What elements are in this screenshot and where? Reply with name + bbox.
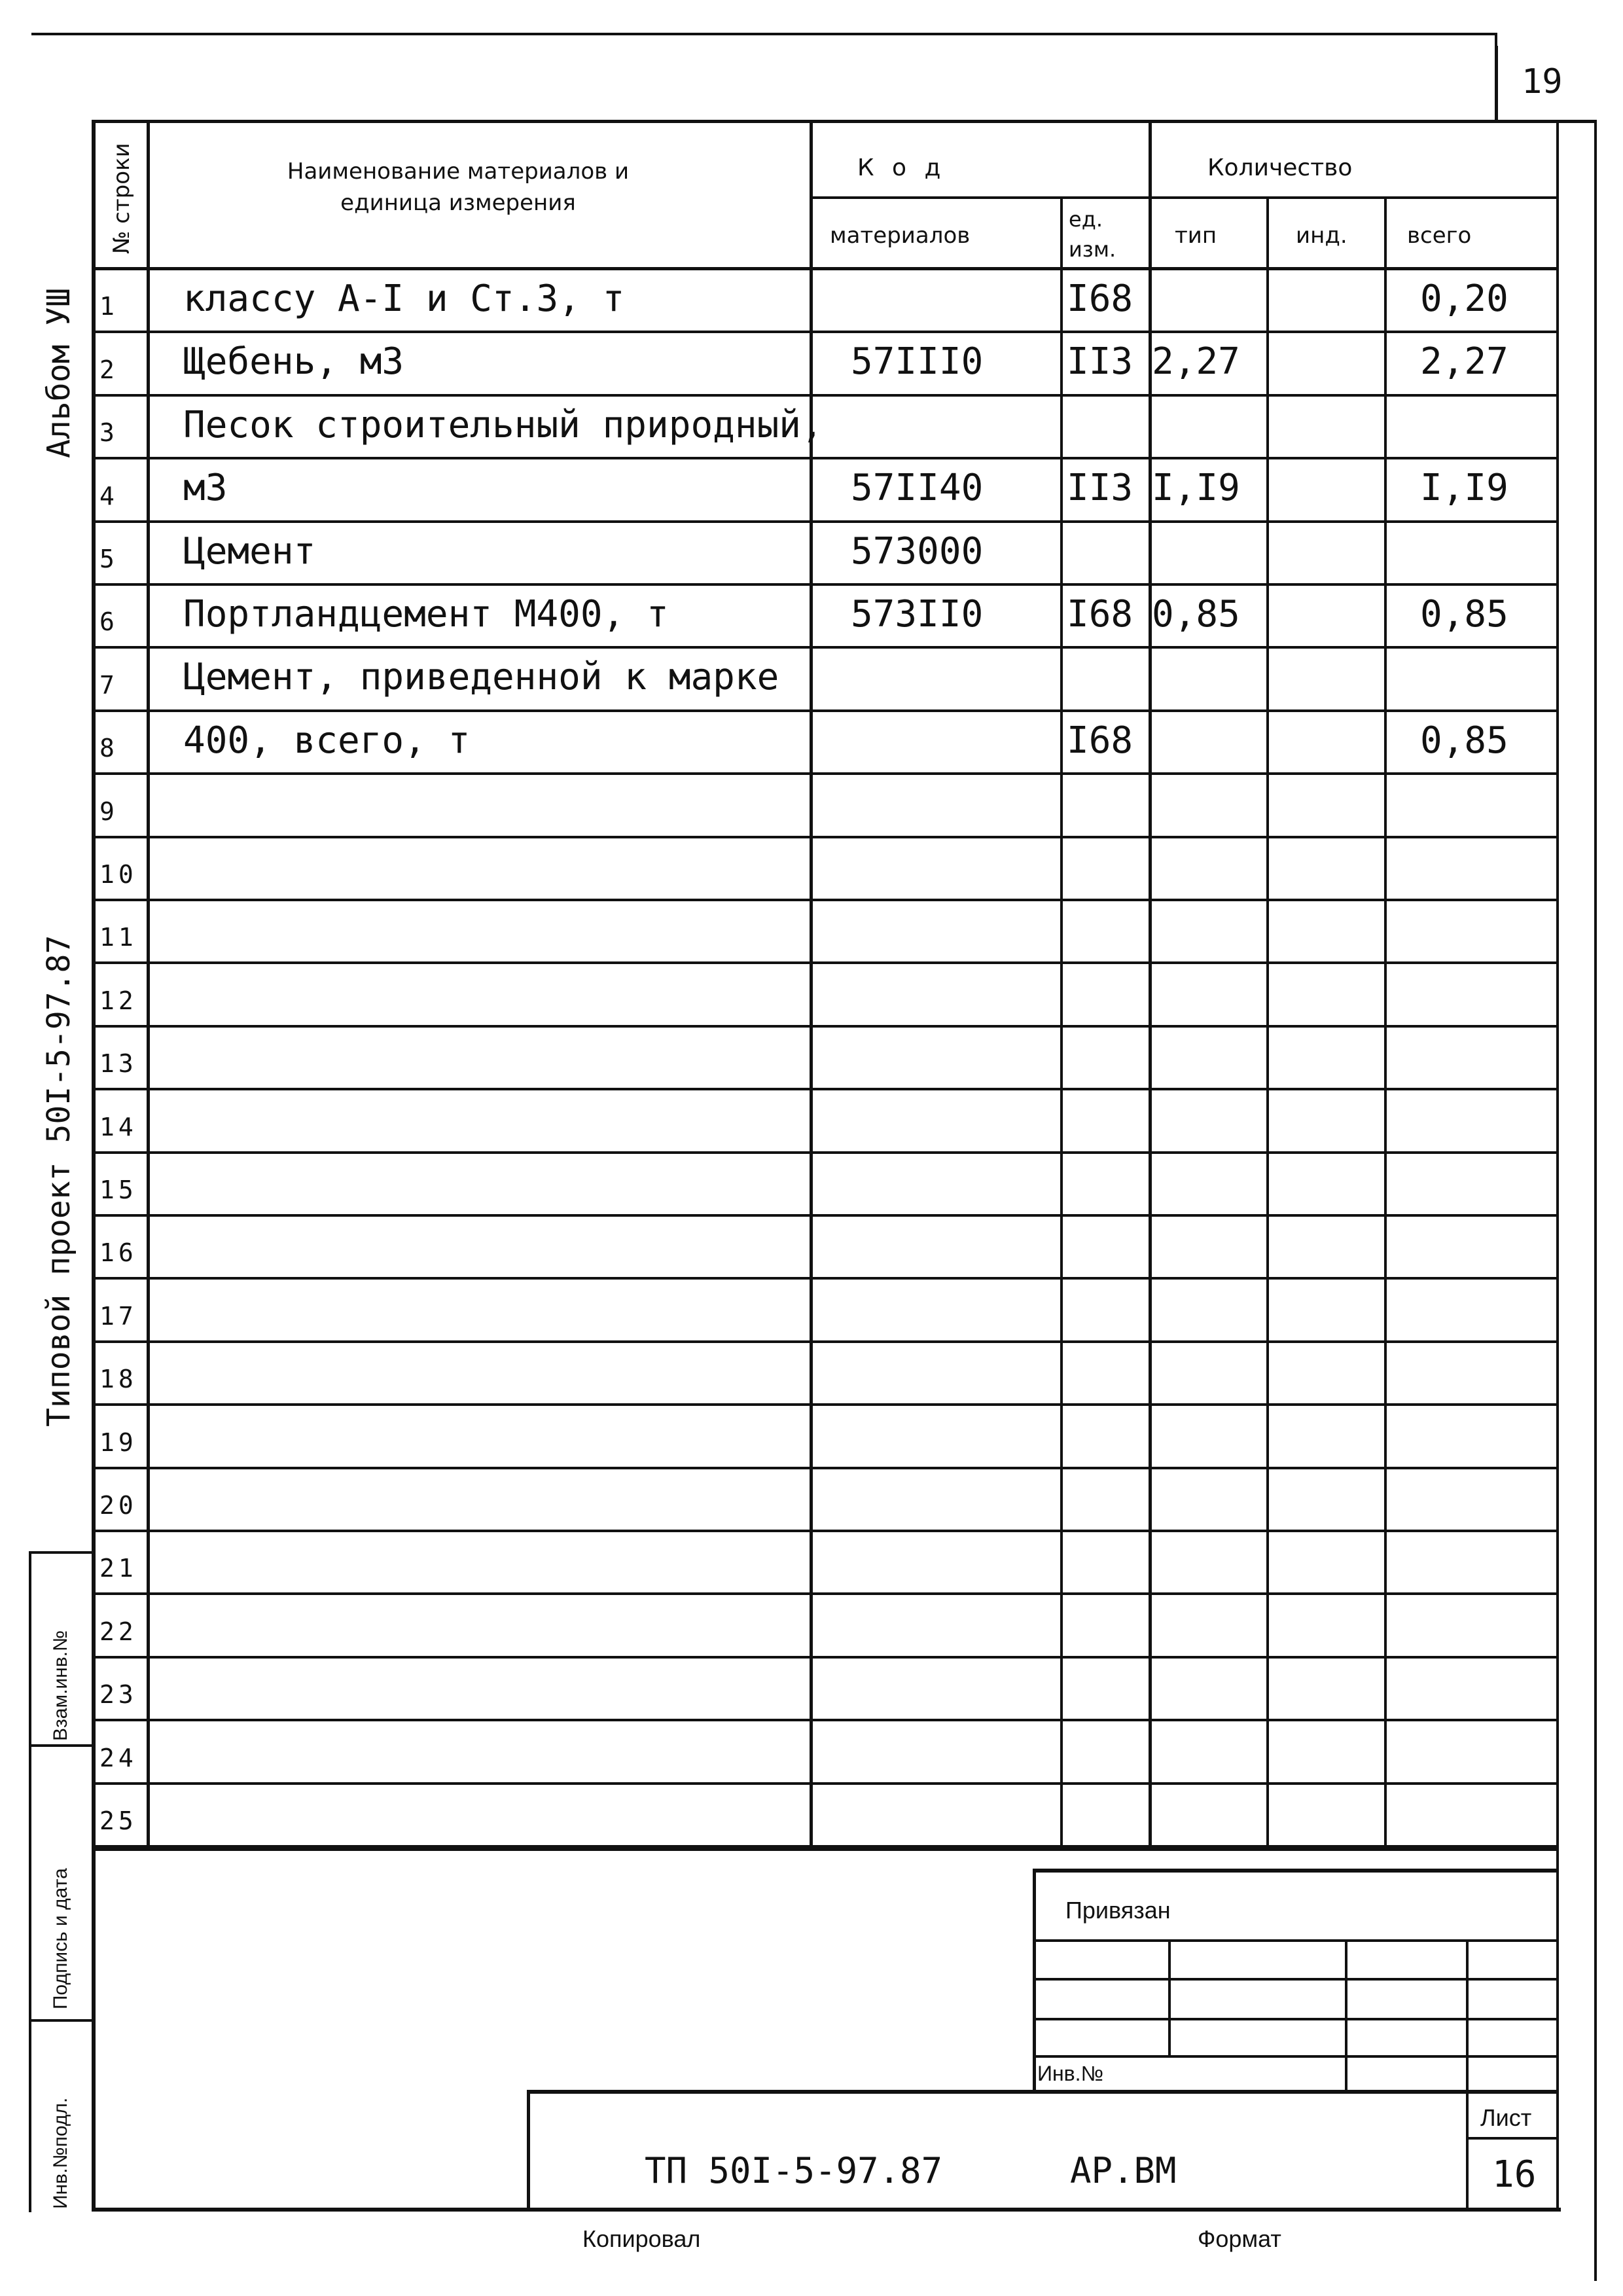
document-code: ТП 50I-5-97.87 (645, 2150, 943, 2191)
stamp-top-line (1034, 1869, 1558, 1873)
side-strip-div1 (29, 1551, 94, 1554)
cell-no: 4 (99, 481, 118, 511)
row-separator (92, 1592, 1558, 1595)
format-label: Формат (1198, 2225, 1281, 2252)
cell-no: 12 (99, 986, 137, 1015)
outer-right-border (1594, 121, 1597, 2281)
cell-name: Цемент (183, 529, 316, 573)
row-separator (92, 1656, 1558, 1659)
cell-total: 0,85 (1420, 719, 1508, 762)
col-code-right (1060, 198, 1063, 1848)
row-separator (92, 583, 1558, 586)
header-bottom (92, 267, 1558, 270)
side-strip-div2 (29, 1744, 94, 1747)
col-type-right (1266, 198, 1269, 1848)
copied-label: Копировал (582, 2225, 701, 2252)
cell-no: 13 (99, 1049, 137, 1079)
sheet-cell-divider (1467, 2137, 1559, 2140)
frame-bottom (92, 2208, 1561, 2212)
cell-unit: II3 (1067, 340, 1133, 384)
row-separator (92, 331, 1558, 333)
cell-no: 14 (99, 1112, 137, 1141)
linked-label: Привязан (1065, 1897, 1171, 1924)
header-name: Наименование материалов и единица измерения (287, 158, 630, 216)
cell-name: 400, всего, т (183, 719, 471, 762)
row-separator (92, 646, 1558, 649)
stamp-grid-v2 (1345, 1941, 1347, 2091)
header-row-no: № строки (109, 143, 135, 254)
col-rowno-right (147, 120, 150, 1848)
cell-no: 1 (99, 292, 118, 321)
stamp-grid-h1 (1034, 1939, 1558, 1942)
row-separator (92, 394, 1558, 397)
header-qty-ind: инд. (1296, 223, 1347, 249)
sign-date-label: Подпись и дата (50, 1868, 71, 2009)
header-code-unit: ед. изм. (1069, 207, 1116, 262)
cell-no: 25 (99, 1806, 137, 1835)
cell-no: 21 (99, 1554, 137, 1583)
cell-name: Щебень, м3 (183, 340, 404, 384)
row-separator (92, 899, 1558, 901)
cell-no: 15 (99, 1175, 137, 1204)
frame-left (92, 120, 96, 2211)
inv-no-label: Инв.№ (1037, 2062, 1103, 2085)
stamp-grid-v1 (1168, 1941, 1171, 2055)
cell-total: 0,20 (1420, 278, 1508, 320)
header-subline (812, 196, 1558, 199)
row-separator (92, 1340, 1558, 1343)
stamp-grid-h2 (1034, 1978, 1558, 1981)
cell-type: I,I9 (1152, 467, 1240, 510)
title-block-left (527, 2090, 530, 2211)
title-block-top (527, 2090, 1558, 2094)
row-separator (92, 961, 1558, 964)
cell-code: 573II0 (851, 593, 984, 636)
frame-top (92, 120, 1597, 123)
header-code-materials: материалов (830, 223, 971, 249)
inv-podl-label: Инв.№подл. (50, 2097, 71, 2209)
cell-no: 20 (99, 1491, 137, 1520)
cell-no: 19 (99, 1427, 137, 1457)
cell-name: м3 (183, 467, 228, 510)
row-separator (92, 1719, 1558, 1721)
cell-type: 2,27 (1152, 340, 1240, 384)
header-quantity: Количество (1207, 154, 1353, 181)
album-label: Альбом УШ (41, 287, 77, 458)
cell-code: 57II40 (851, 467, 984, 510)
document-mark: АР.ВМ (1070, 2150, 1177, 2191)
sheet-label: Лист (1480, 2104, 1532, 2131)
stamp-grid-h4 (1034, 2055, 1558, 2058)
cell-code: 57III0 (851, 340, 984, 384)
cell-no: 7 (99, 670, 118, 700)
side-strip-line (29, 1551, 31, 2212)
row-separator (92, 1530, 1558, 1532)
cell-no: 11 (99, 923, 137, 952)
cell-no: 8 (99, 734, 118, 763)
cell-total: I,I9 (1420, 467, 1508, 510)
cell-no: 16 (99, 1238, 137, 1268)
cell-no: 18 (99, 1365, 137, 1394)
stamp-grid-v3 (1466, 1941, 1469, 2209)
cell-no: 6 (99, 607, 118, 637)
cell-no: 24 (99, 1743, 137, 1772)
cell-total: 0,85 (1420, 593, 1508, 636)
row-separator (92, 1467, 1558, 1469)
row-separator (92, 1403, 1558, 1406)
row-separator (92, 1151, 1558, 1154)
cell-no: 10 (99, 860, 137, 889)
row-separator (92, 457, 1558, 459)
cell-no: 3 (99, 418, 118, 448)
row-separator (92, 520, 1558, 523)
frame-right (1556, 120, 1559, 2211)
row-separator (92, 836, 1558, 838)
table-bottom-line (92, 1848, 1558, 1851)
header-code: К о д (857, 154, 946, 181)
cell-unit: I68 (1067, 593, 1133, 636)
cell-name: классу А-I и Ст.3, т (183, 278, 625, 320)
cell-name: Цемент, приведенной к марке (183, 656, 779, 699)
header-qty-type: тип (1175, 223, 1217, 249)
row-separator (92, 1025, 1558, 1028)
side-strip-div3 (29, 2019, 94, 2022)
project-label: Типовой проект 50I-5-97.87 (41, 935, 77, 1427)
row-separator (92, 709, 1558, 712)
cell-no: 23 (99, 1680, 137, 1710)
cell-name: Песок строительный природный, (183, 403, 823, 446)
sheet-number-top: 19 (1522, 62, 1563, 101)
row-separator (92, 1214, 1558, 1217)
cell-no: 17 (99, 1301, 137, 1331)
cell-total: 2,27 (1420, 340, 1508, 384)
header-qty-total: всего (1407, 223, 1472, 249)
row-separator (92, 772, 1558, 775)
col-ind-right (1384, 198, 1387, 1848)
row-separator (92, 1277, 1558, 1280)
sheet-box-left (1495, 46, 1498, 122)
cell-name: Портландцемент М400, т (183, 593, 669, 636)
top-border (31, 33, 1497, 35)
cell-no: 2 (99, 355, 118, 384)
cell-unit: I68 (1067, 278, 1133, 320)
cell-no: 5 (99, 545, 118, 573)
row-separator (92, 1782, 1558, 1785)
cell-no: 9 (99, 797, 118, 826)
sheet-value: 16 (1492, 2153, 1537, 2196)
vzam-inv-label: Взам.инв.№ (50, 1630, 71, 1741)
cell-unit: I68 (1067, 719, 1133, 762)
cell-code: 573000 (851, 529, 984, 573)
cell-unit: II3 (1067, 467, 1133, 510)
stamp-grid-h3 (1034, 2018, 1558, 2020)
row-separator (92, 1088, 1558, 1090)
cell-no: 22 (99, 1617, 137, 1646)
col-name-right (810, 120, 813, 1848)
cell-type: 0,85 (1152, 593, 1240, 636)
